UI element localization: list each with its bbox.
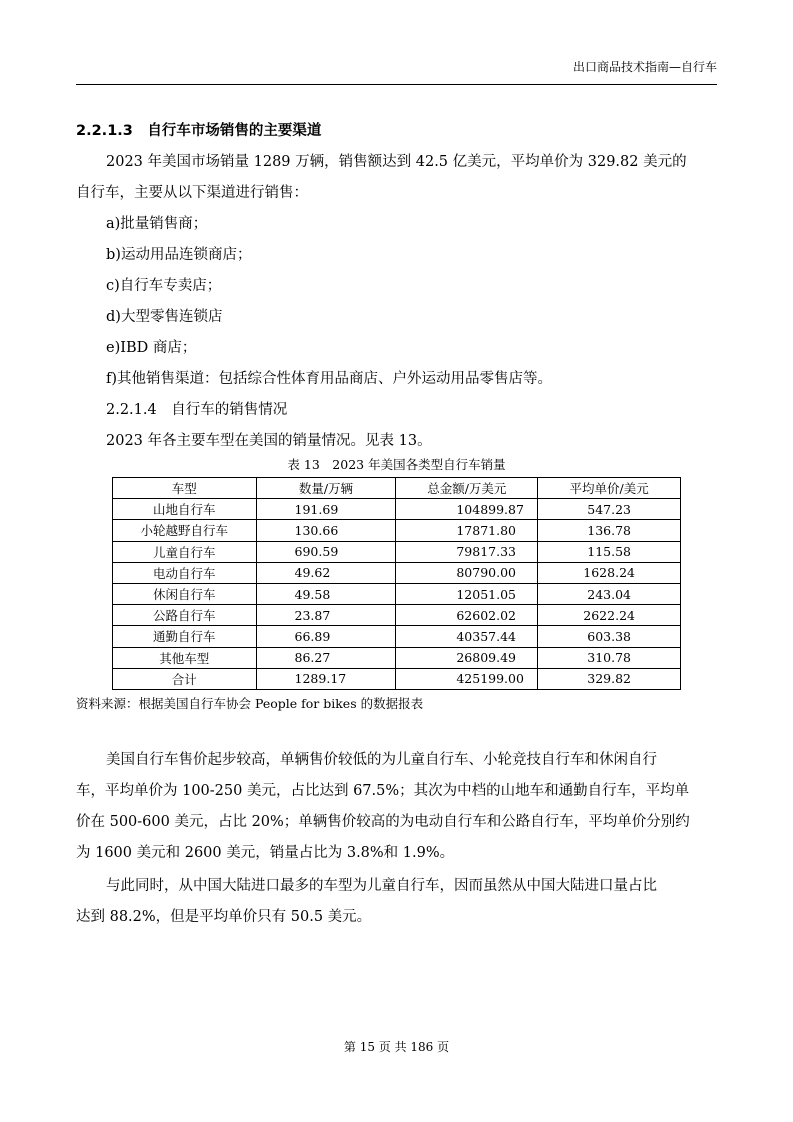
paragraph-line: 达到 88.2%，但是平均单价只有 50.5 美元。 <box>76 909 372 925</box>
cell-unit-price: 243.04 <box>538 583 681 604</box>
paragraph-line: 价在 500-600 美元，占比 20%；单辆售价较高的为电动自行车和公路自行车，平均单价分别约 <box>76 814 690 830</box>
cell-unit-price: 2622.24 <box>538 605 681 626</box>
list-item: f)其他销售渠道：包括综合性体育用品商店、户外运动用品零售店等。 <box>106 371 553 387</box>
paragraph-line: 自行车，主要从以下渠道进行销售： <box>76 185 308 201</box>
list-item: b)运动用品连锁商店； <box>106 247 252 263</box>
cell-type: 儿童自行车 <box>113 541 257 562</box>
cell-type: 其他车型 <box>113 647 257 668</box>
section-heading-2-2-1-3: 2.2.1.3 自行车市场销售的主要渠道 <box>76 123 322 139</box>
paragraph-line: 2023 年各主要车型在美国的销量情况。见表 13。 <box>106 433 432 449</box>
paragraph-line: 为 1600 美元和 2600 美元，销量占比为 3.8%和 1.9%。 <box>76 845 455 861</box>
cell-quantity: 49.62 <box>256 562 396 583</box>
table-row <box>113 647 681 668</box>
paragraph-line: 与此同时，从中国大陆进口最多的车型为儿童自行车，因而虽然从中国大陆进口量占比 <box>106 878 657 894</box>
cell-amount: 62602.02 <box>396 605 538 626</box>
table-total-row <box>113 668 681 689</box>
list-item: e)IBD 商店； <box>106 340 197 356</box>
list-item: c)自行车专卖店； <box>106 278 222 294</box>
cell-type: 小轮越野自行车 <box>113 520 257 541</box>
table-row <box>113 499 681 520</box>
cell-quantity: 191.69 <box>256 499 396 520</box>
cell-unit-price: 136.78 <box>538 520 681 541</box>
cell-type: 休闲自行车 <box>113 583 257 604</box>
cell-quantity: 23.87 <box>256 605 396 626</box>
cell-unit-price: 115.58 <box>538 541 681 562</box>
cell-unit-price: 603.38 <box>538 626 681 647</box>
sales-table <box>112 477 681 690</box>
cell-type: 电动自行车 <box>113 562 257 583</box>
table-row <box>113 626 681 647</box>
cell-amount: 26809.49 <box>396 647 538 668</box>
cell-unit-price: 1628.24 <box>538 562 681 583</box>
cell-amount: 17871.80 <box>396 520 538 541</box>
paragraph-line: 2023 年美国市场销量 1289 万辆，销售额达到 42.5 亿美元，平均单价为 329.82 美元的 <box>106 154 687 170</box>
cell-quantity: 690.59 <box>256 541 396 562</box>
column-header: 平均单价/美元 <box>538 478 681 499</box>
table-caption: 表 13 2023 年美国各类型自行车销量 <box>287 457 506 472</box>
list-item: d)大型零售连锁店 <box>106 309 223 325</box>
table-row <box>113 605 681 626</box>
cell-unit-price: 547.23 <box>538 499 681 520</box>
cell-quantity: 86.27 <box>256 647 396 668</box>
cell-type: 公路自行车 <box>113 605 257 626</box>
cell-amount: 80790.00 <box>396 562 538 583</box>
cell-type: 通勤自行车 <box>113 626 257 647</box>
cell-amount: 104899.87 <box>396 499 538 520</box>
cell-amount: 12051.05 <box>396 583 538 604</box>
column-header: 数量/万辆 <box>256 478 396 499</box>
list-item: a)批量销售商； <box>106 216 208 232</box>
table-row <box>113 562 681 583</box>
cell-quantity: 49.58 <box>256 583 396 604</box>
table-row <box>113 520 681 541</box>
cell-quantity: 130.66 <box>256 520 396 541</box>
cell-amount: 425199.00 <box>396 668 538 689</box>
paragraph-line: 车，平均单价为 100-250 美元，占比达到 67.5%；其次为中档的山地车和通勤自行车，平均单 <box>76 783 690 799</box>
paragraph-line: 美国自行车售价起步较高，单辆售价较低的为儿童自行车、小轮竞技自行车和休闲自行 <box>106 752 657 768</box>
header-rule <box>76 84 717 85</box>
page-number: 第 15 页 共 186 页 <box>343 1040 450 1054</box>
section-heading-2-2-1-4: 2.2.1.4 自行车的销售情况 <box>106 402 288 418</box>
cell-quantity: 1289.17 <box>256 668 396 689</box>
table-header-row <box>113 478 681 499</box>
cell-quantity: 66.89 <box>256 626 396 647</box>
column-header: 总金额/万美元 <box>396 478 538 499</box>
cell-unit-price: 310.78 <box>538 647 681 668</box>
table-source-note: 资料来源：根据美国自行车协会 People for bikes 的数据报表 <box>76 696 424 711</box>
table-row <box>113 583 681 604</box>
cell-type: 合计 <box>113 668 257 689</box>
cell-amount: 79817.33 <box>396 541 538 562</box>
cell-type: 山地自行车 <box>113 499 257 520</box>
column-header: 车型 <box>113 478 257 499</box>
table-row <box>113 541 681 562</box>
cell-amount: 40357.44 <box>396 626 538 647</box>
cell-unit-price: 329.82 <box>538 668 681 689</box>
running-header: 出口商品技术指南—自行车 <box>572 60 717 74</box>
